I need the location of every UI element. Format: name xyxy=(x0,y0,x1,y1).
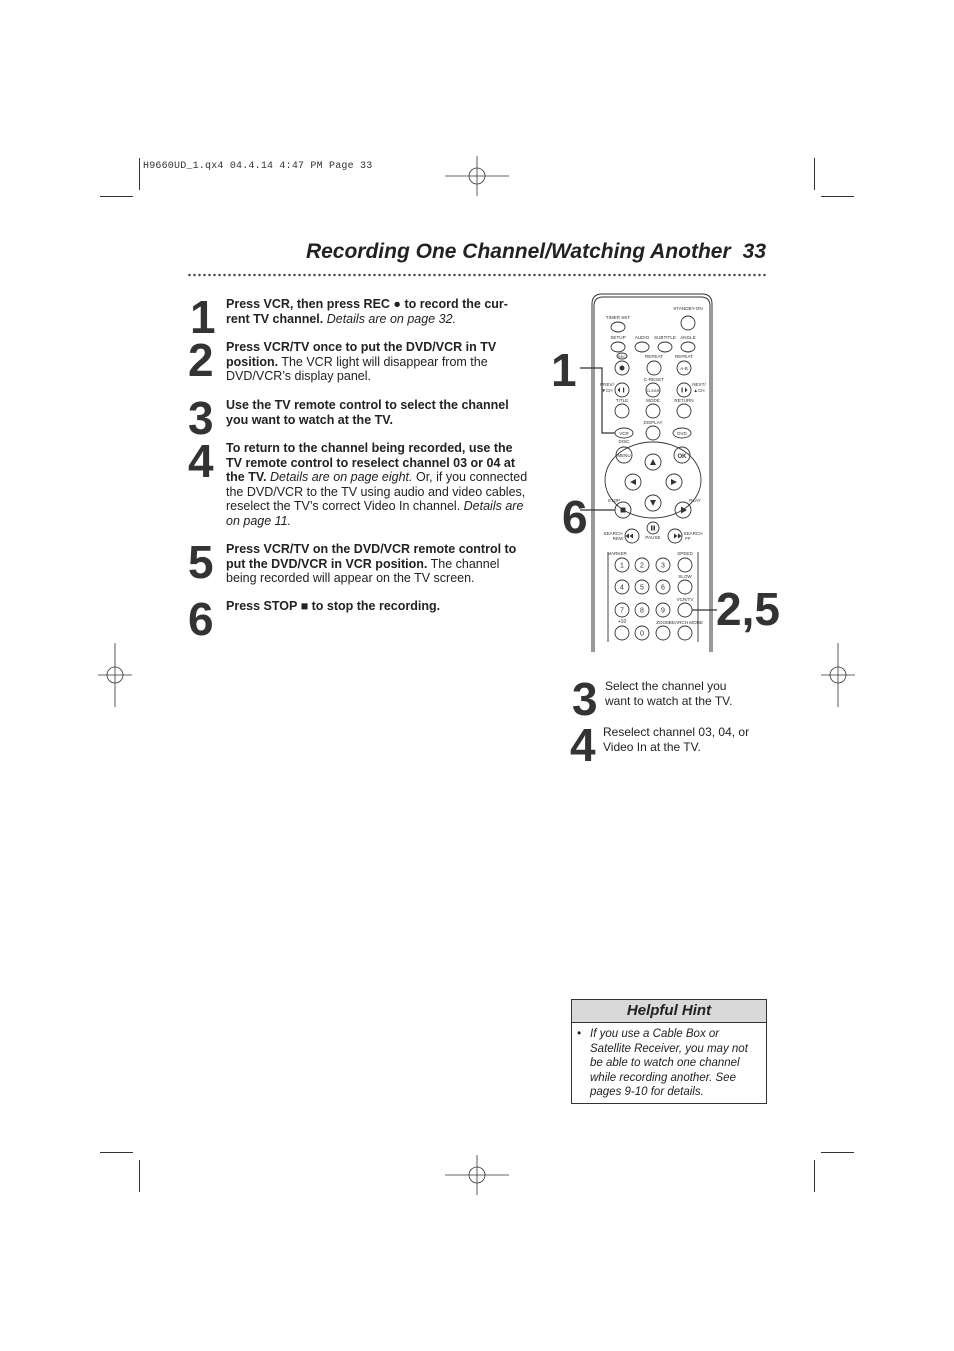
search-mode-button xyxy=(678,626,692,640)
label-setup: SETUP xyxy=(610,335,626,340)
caption-4-text xyxy=(603,725,749,755)
step-1-bold: Press VCR, then press REC ● to record the cur- rent TV channel. xyxy=(226,297,508,326)
step-2-text xyxy=(226,340,531,384)
subtitle-button xyxy=(658,342,672,352)
step-number-1: 1 xyxy=(190,291,216,343)
caption-3-line-2: want to watch at the TV. xyxy=(605,694,733,708)
digit-7-label: 7 xyxy=(620,607,624,615)
step-4-italic-2: Details are on page 11. xyxy=(226,499,524,528)
label-next-ch: ▲CH xyxy=(693,388,705,393)
label-repeat-1: REPEAT xyxy=(644,354,664,359)
digit-8-label: 8 xyxy=(640,607,644,615)
step-number-4: 4 xyxy=(188,435,214,487)
menu-label: MENU xyxy=(617,453,631,458)
digit-5-label: 5 xyxy=(640,584,644,592)
helpful-hint-body xyxy=(577,1027,762,1100)
slow-button xyxy=(678,580,692,594)
digit-0-label: 0 xyxy=(640,630,644,638)
digit-9-label: 9 xyxy=(661,607,665,615)
label-search-ff: SEARCH xyxy=(683,531,703,536)
callout-2-5: 2,5 xyxy=(716,583,780,635)
step-3-text xyxy=(226,398,531,427)
audio-button xyxy=(635,342,649,352)
step-1-text xyxy=(226,297,531,326)
page-number: 33 xyxy=(742,240,766,263)
vcr-label: VCR xyxy=(619,431,629,436)
hint-bullet: • xyxy=(577,1028,582,1040)
callout-1: 1 xyxy=(551,344,577,396)
step-4-bold: To return to the channel being recorded, use the TV remote control to reselect channel 03 or 04 at the TV. xyxy=(226,441,515,484)
digit-2-label: 2 xyxy=(640,562,644,570)
label-speed: SPEED xyxy=(677,551,693,556)
helpful-hint-text: If you use a Cable Box or Satellite Receiver, you may not be able to watch one channel while recording another. See pages 9-10 for details. xyxy=(590,1028,748,1098)
label-subtitle: SUBTITLE xyxy=(654,335,676,340)
caption-4-line-2: Video In at the TV. xyxy=(603,740,701,754)
step-number-2: 2 xyxy=(188,334,214,386)
zoom-button xyxy=(656,626,670,640)
caption-4-number: 4 xyxy=(570,719,596,771)
step-4-italic-1: Details are on page eight. xyxy=(270,470,413,484)
setup-button xyxy=(611,342,625,352)
digit-3-label: 3 xyxy=(661,562,665,570)
return-button xyxy=(677,404,691,418)
rec-label: REC xyxy=(617,355,627,359)
plus10-label: +10 xyxy=(617,619,627,625)
dvd-label: DVD xyxy=(677,431,687,436)
digit-4-label: 4 xyxy=(620,584,624,592)
label-display: DISPLAY xyxy=(643,420,663,425)
step-1-italic: Details are on page 32. xyxy=(326,311,456,326)
label-marker: MARKER xyxy=(607,551,627,556)
step-5-text xyxy=(226,542,531,586)
helpful-hint-title: Helpful Hint xyxy=(572,1000,766,1023)
prev-button xyxy=(615,383,629,397)
caption-3-text xyxy=(605,679,732,709)
plus10-button xyxy=(615,626,629,640)
step-6-text xyxy=(226,599,531,614)
step-number-3: 3 xyxy=(188,392,214,444)
label-zoom: ZOOM xyxy=(656,620,670,625)
repeat-button xyxy=(647,361,661,375)
label-timer-set: TIMER SET xyxy=(605,315,631,320)
step-6-bold: Press STOP ■ to stop the recording. xyxy=(226,599,441,613)
label-search-rew: SEARCH xyxy=(603,531,623,536)
label-play: PLAY xyxy=(689,498,701,503)
label-prev-ch: ▼CH xyxy=(601,388,613,393)
caption-3-line-1: Select the channel you xyxy=(605,679,727,693)
label-mode: MODE xyxy=(646,398,660,403)
step-2-bold: Press VCR/TV once to put the DVD/VCR in TV position. xyxy=(226,340,497,369)
step-4-normal: Or, if you connected the DVD/VCR to the TV using audio and video cables, reselect the TV’s correct Video In channel. xyxy=(226,470,528,513)
label-standby: STANDBY-ON xyxy=(673,306,703,311)
label-rew: REW xyxy=(612,536,624,541)
step-5-bold: Press VCR/TV on the DVD/VCR remote control to put the DVD/VCR in VCR position. xyxy=(226,542,517,571)
digit-1-label: 1 xyxy=(620,562,624,570)
print-slug: H9660UD_1.qx4 04.4.14 4:47 PM Page 33 xyxy=(143,161,373,172)
label-repeat-2: REPEAT xyxy=(674,354,694,359)
helpful-hint-box xyxy=(571,999,767,1104)
label-pause: PAUSE xyxy=(645,535,661,540)
ab-label: A-B xyxy=(680,366,688,371)
title-button xyxy=(615,404,629,418)
label-return: RETURN xyxy=(674,398,694,403)
remote-outline xyxy=(592,294,712,652)
next-button xyxy=(677,383,691,397)
angle-button xyxy=(681,342,695,352)
label-angle: ANGLE xyxy=(680,335,696,340)
digit-6-label: 6 xyxy=(661,584,665,592)
number-keypad xyxy=(615,558,670,640)
timer-set-button xyxy=(611,322,625,332)
label-stop: STOP xyxy=(607,498,621,503)
pause-button xyxy=(647,522,659,534)
label-c-reset: C-RESET xyxy=(643,377,665,382)
callout-lines xyxy=(580,368,717,610)
step-number-6: 6 xyxy=(188,593,214,645)
label-vcrtv: VCR/TV xyxy=(676,597,694,602)
label-title: TITLE xyxy=(615,398,629,403)
step-2-normal: The VCR light will disappear from the DVD/VCR’s display panel. xyxy=(226,354,488,383)
label-ff: FF xyxy=(685,536,691,541)
label-slow: SLOW xyxy=(678,574,692,579)
callout-6: 6 xyxy=(562,491,588,543)
step-3-bold: Use the TV remote control to select the channel you want to watch at the TV. xyxy=(226,398,509,427)
caption-4-line-1: Reselect channel 03, 04, or xyxy=(603,725,750,739)
label-next: NEXT/ xyxy=(692,382,706,387)
step-5-normal: The channel being recorded will appear on the TV screen. xyxy=(226,556,500,585)
mode-button xyxy=(646,404,660,418)
page-title xyxy=(306,240,766,264)
page-title-text: Recording One Channel/Watching Another xyxy=(305,240,731,263)
label-disc: DISC xyxy=(618,439,630,444)
label-search-mode: SEARCH MODE xyxy=(668,620,704,625)
vcrtv-button xyxy=(678,603,692,617)
label-audio: AUDIO xyxy=(634,335,650,340)
speed-button xyxy=(678,558,692,572)
dotted-rule xyxy=(187,273,767,277)
step-4-text xyxy=(226,441,531,528)
label-prev: PREV/ xyxy=(600,382,614,387)
standby-button xyxy=(681,316,695,330)
clear-label: CLEAR xyxy=(646,389,660,393)
ok-label: OK xyxy=(677,454,687,460)
caption-3-number: 3 xyxy=(572,673,598,725)
step-number-5: 5 xyxy=(188,536,214,588)
display-button xyxy=(646,426,660,440)
remote-control-illustration xyxy=(580,290,730,655)
